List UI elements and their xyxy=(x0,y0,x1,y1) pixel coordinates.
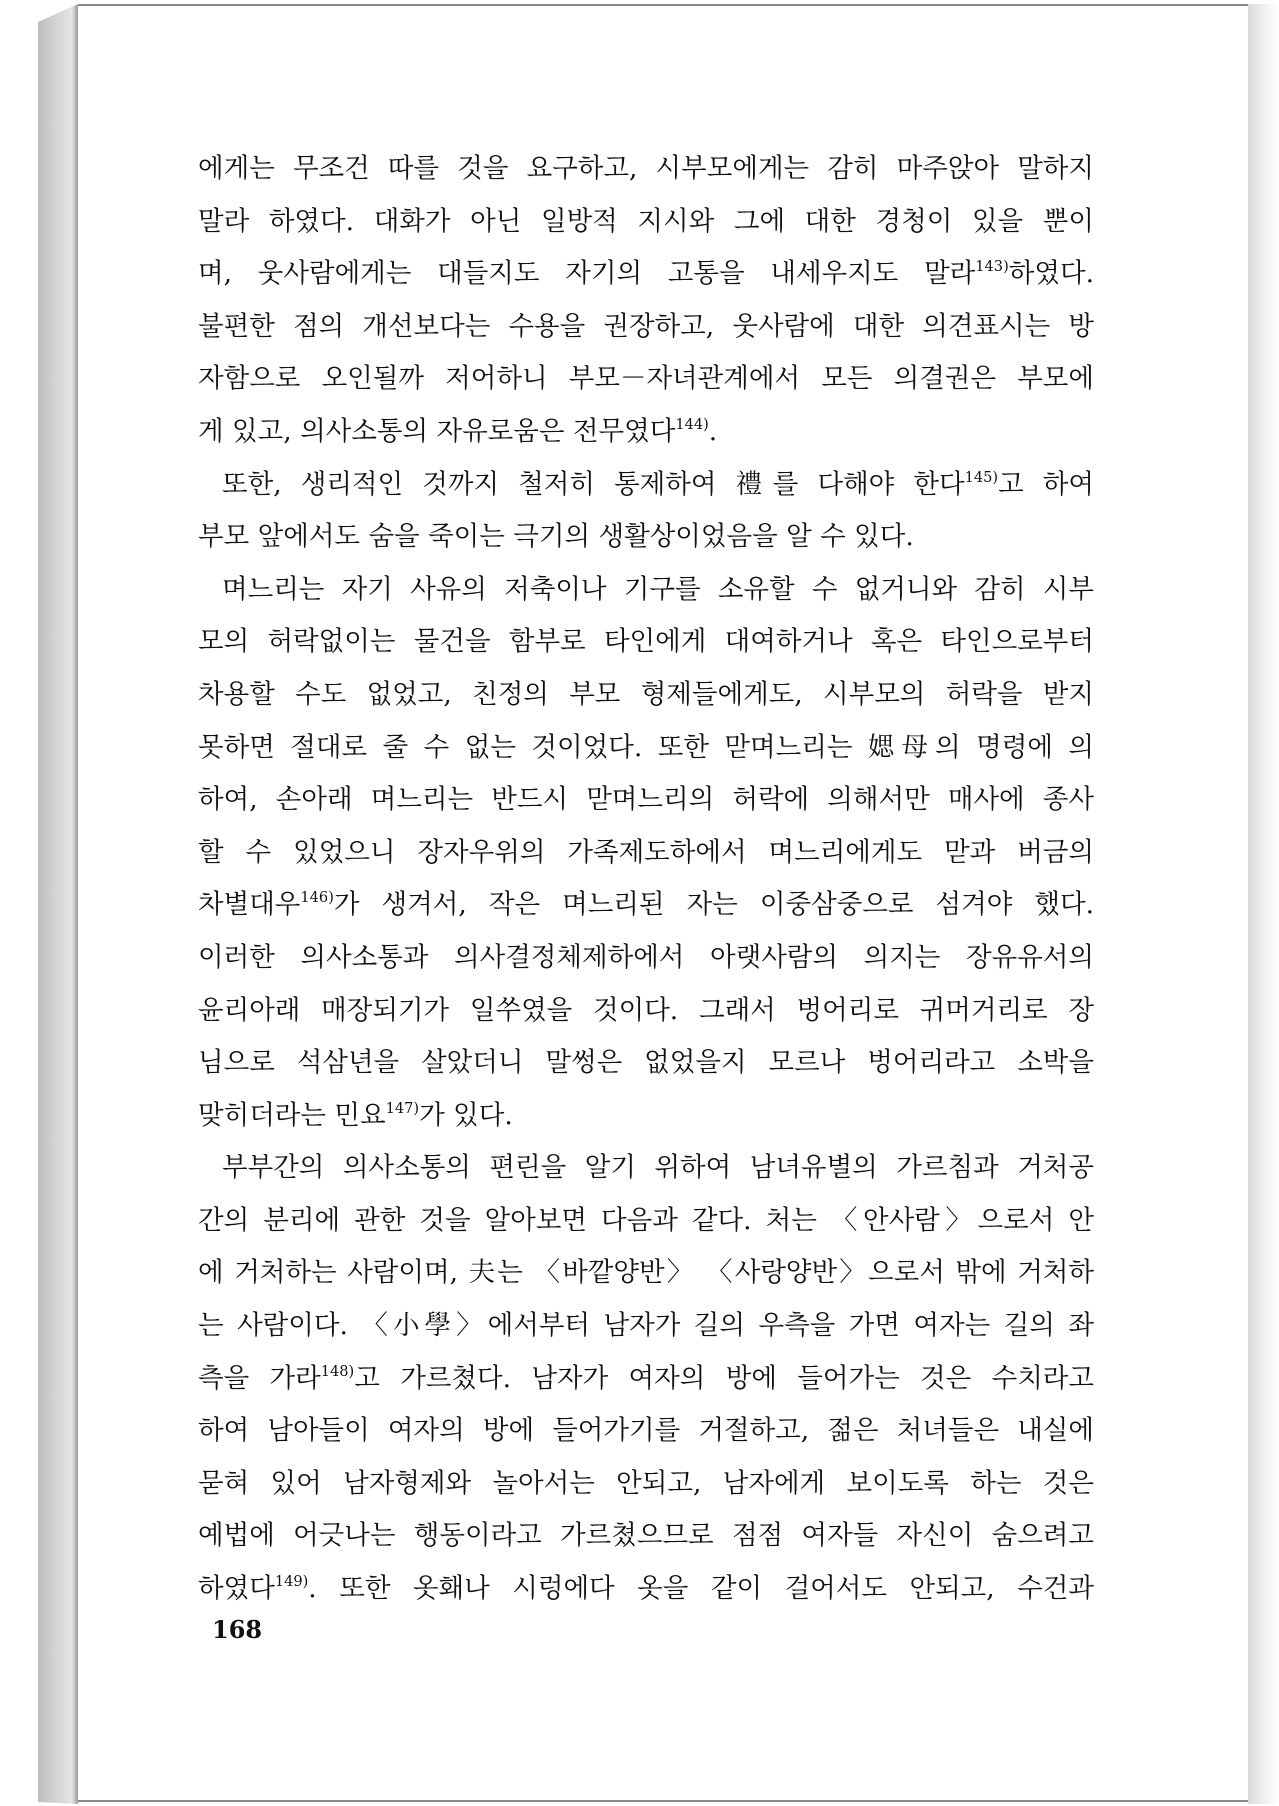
footnote-ref: 147) xyxy=(385,1099,420,1117)
footnote-ref: 149) xyxy=(274,1573,309,1591)
body-text xyxy=(198,143,1094,1616)
paragraph-start-line: 부부간의 의사소통의 편린을 알기 위하여 남녀유별의 가르침과 거처공 xyxy=(222,1152,1094,1184)
text-line: 하여 남아들이 여자의 방에 들어가기를 거절하고, 젊은 처녀들은 내실에 xyxy=(198,1415,1094,1447)
text-line: 예법에 어긋나는 행동이라고 가르쳤으므로 점점 여자들 자신이 숨으려고 xyxy=(198,1520,1094,1552)
text-line: 할 수 있었으니 장자우위의 가족제도하에서 며느리에게도 맏과 버금의 xyxy=(198,836,1094,868)
page-number: 168 xyxy=(212,1615,263,1644)
footnote-ref: 144) xyxy=(675,416,709,434)
footnote-ref: 146) xyxy=(300,889,334,907)
text-line: 측을 가라$^{148)}$고 가르쳤다. 남자가 여자의 방에 들어가는 것은 수치라고 xyxy=(198,1362,1094,1394)
text-line: 에 거처하는 사람이며, 夫는 〈바깥양반〉 〈사랑양반〉으로서 밖에 거처하 xyxy=(198,1257,1094,1289)
text-line: 에게는 무조건 따를 것을 요구하고, 시부모에게는 감히 마주앉아 말하지 xyxy=(198,153,1094,184)
text-line: 맞히더라는 민요$^{147)}$가 있다. xyxy=(198,1099,513,1131)
footnote-ref: 143) xyxy=(975,258,1009,276)
footnote-ref: 145) xyxy=(964,468,999,486)
text-line: 자함으로 오인될까 저어하니 부모－자녀관계에서 모든 의결권은 부모에 xyxy=(198,363,1094,395)
book-page-edge xyxy=(38,4,78,1804)
footnote-ref: 148) xyxy=(320,1362,355,1380)
text-line: 윤리아래 매장되기가 일쑤였을 것이다. 그래서 벙어리로 귀머거리로 장 xyxy=(198,994,1094,1026)
text-line: 는 사람이다. 〈小學〉에서부터 남자가 길의 우측을 가면 여자는 길의 좌 xyxy=(198,1310,1094,1342)
text-line: 모의 허락없이는 물건을 함부로 타인에게 대여하거나 혹은 타인으로부터 xyxy=(198,626,1094,658)
text-line: 차용할 수도 없었고, 친정의 부모 형제들에게도, 시부모의 허락을 받지 xyxy=(198,678,1094,710)
text-line: 불편한 점의 개선보다는 수용을 권장하고, 웃사람에 대한 의견표시는 방 xyxy=(198,310,1094,342)
text-line: 님으로 석삼년을 살았더니 말썽은 없었을지 모르나 벙어리라고 소박을 xyxy=(198,1047,1094,1079)
paragraph-start-line: 또한, 생리적인 것까지 철저히 통제하여 禮를 다해야 한다$^{145)}$고 하여 xyxy=(222,468,1094,500)
page-shadow xyxy=(1248,4,1279,1804)
text-line: 부모 앞에서도 숨을 죽이는 극기의 생활상이었음을 알 수 있다. xyxy=(198,521,914,553)
text-line: 차별대우$^{146)}$가 생겨서, 작은 며느리된 자는 이중삼중으로 섬겨야 했다. xyxy=(198,889,1094,921)
paragraph-start-line: 며느리는 자기 사유의 저축이나 기구를 소유할 수 없거니와 감히 시부 xyxy=(222,573,1094,605)
text-line: 하였다$^{149)}$. 또한 옷홰나 시렁에다 옷을 같이 걸어서도 안되고, 수건과 xyxy=(198,1573,1094,1605)
text-line: 못하면 절대로 줄 수 없는 것이었다. 또한 맏며느리는 媤母의 명령에 의 xyxy=(198,731,1094,763)
text-line: 게 있고, 의사소통의 자유로움은 전무였다$^{144)}$. xyxy=(198,415,718,447)
text-line: 말라 하였다. 대화가 아닌 일방적 지시와 그에 대한 경청이 있을 뿐이 xyxy=(198,205,1094,237)
text-line: 묻혀 있어 남자형제와 놀아서는 안되고, 남자에게 보이도록 하는 것은 xyxy=(198,1467,1094,1499)
text-line: 간의 분리에 관한 것을 알아보면 다음과 같다. 처는 〈안사람〉으로서 안 xyxy=(198,1204,1094,1236)
text-line: 며, 웃사람에게는 대들지도 자기의 고통을 내세우지도 말라$^{143)}$하였다. xyxy=(198,258,1094,290)
text-line: 하여, 손아래 며느리는 반드시 맏며느리의 허락에 의해서만 매사에 종사 xyxy=(198,784,1094,816)
text-line: 이러한 의사소통과 의사결정체제하에서 아랫사람의 의지는 장유유서의 xyxy=(198,941,1094,973)
